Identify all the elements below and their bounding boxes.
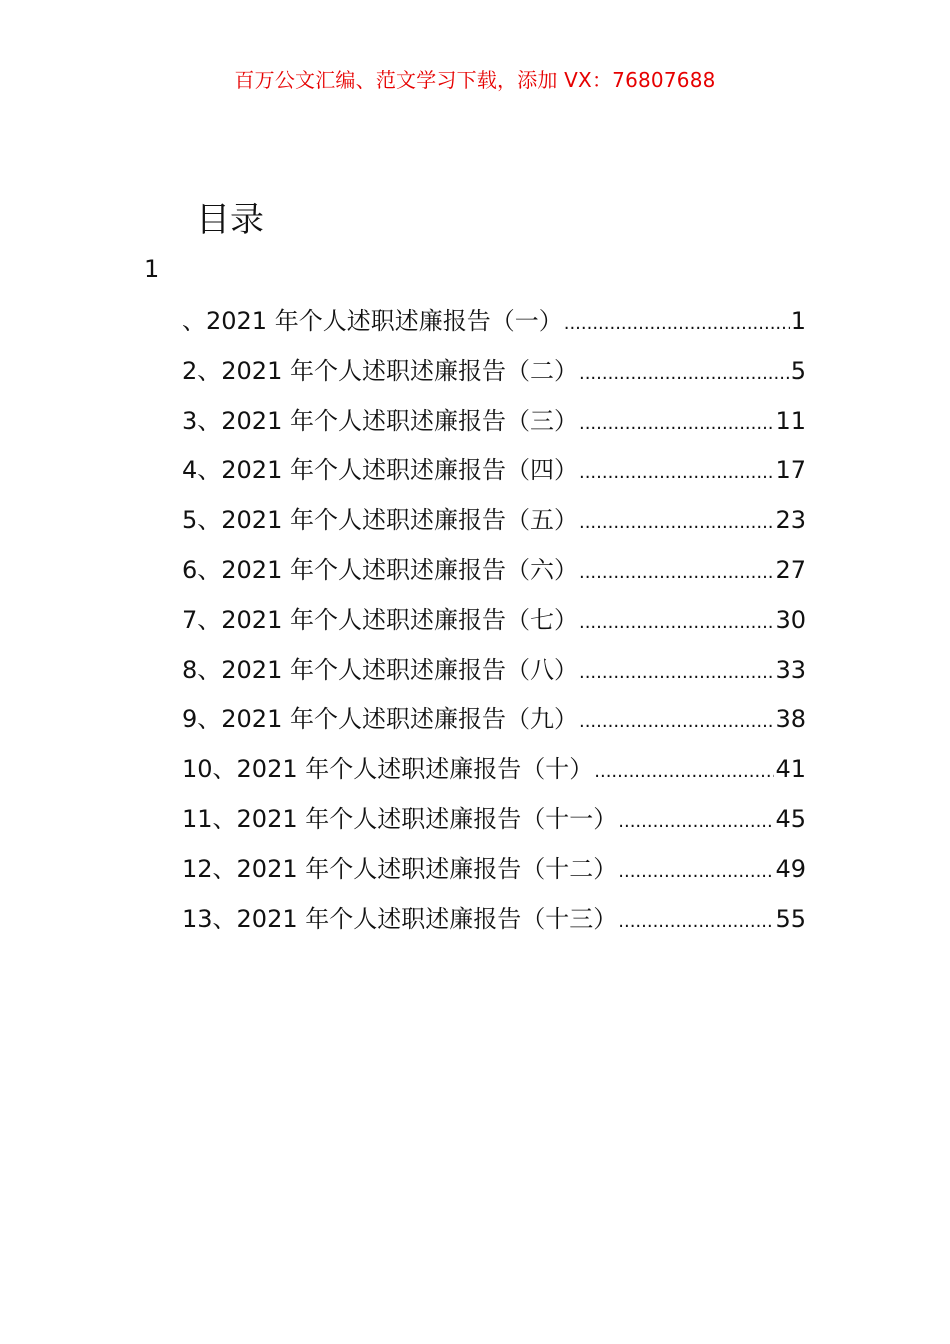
toc-entry-page: 38: [775, 705, 806, 734]
toc-entry-page: 23: [775, 506, 806, 535]
toc-entry[interactable]: [182, 550, 806, 600]
toc-entry-page: 49: [775, 854, 806, 883]
toc-entry-label: 13、2021 年个人述职述廉报告（十三）: [182, 904, 618, 933]
toc-entry-label: 3、2021 年个人述职述廉报告（三）: [182, 406, 578, 435]
toc-entry-page: 1: [790, 307, 806, 335]
toc-entry[interactable]: [182, 301, 806, 351]
toc-leader-dots: [618, 905, 774, 933]
toc-leader-dots: [579, 656, 774, 684]
toc-entry-label: 2、2021 年个人述职述廉报告（二）: [182, 356, 578, 385]
toc-entry-page: 5: [790, 356, 806, 385]
toc-entry-page: 11: [775, 406, 806, 435]
toc-leader-dots: [579, 357, 790, 385]
toc-entry-label: 8、2021 年个人述职述廉报告（八）: [182, 655, 578, 684]
toc-leader-dots: [594, 755, 774, 783]
toc-leader-dots: [618, 855, 774, 883]
toc-entry-label: 4、2021 年个人述职述廉报告（四）: [182, 456, 578, 485]
toc-leader-dots: [579, 556, 774, 584]
toc-entry[interactable]: [182, 650, 806, 700]
watermark-header: 百万公文汇编、范文学习下载，添加 VX：76807688: [234, 68, 716, 92]
toc-entry-page: 17: [775, 456, 806, 485]
toc-entry[interactable]: [182, 849, 806, 899]
toc-leader-dots: [579, 705, 774, 733]
toc-entry[interactable]: [182, 799, 806, 849]
toc-entry-label: 5、2021 年个人述职述廉报告（五）: [182, 506, 578, 535]
toc-entry[interactable]: [182, 899, 806, 949]
toc-entry[interactable]: [182, 749, 806, 799]
toc-entry-label: 6、2021 年个人述职述廉报告（六）: [182, 555, 578, 584]
stray-number: 1: [144, 255, 160, 283]
toc-entry[interactable]: [182, 351, 806, 401]
toc-entry[interactable]: [182, 600, 806, 650]
toc-entry-label: 、2021 年个人述职述廉报告（一）: [182, 307, 563, 335]
toc-entry[interactable]: [182, 401, 806, 451]
toc-entry-label: 10、2021 年个人述职述廉报告（十）: [182, 755, 594, 784]
toc-entry-page: 27: [775, 555, 806, 584]
toc-leader-dots: [579, 606, 774, 634]
toc-leader-dots: [579, 456, 774, 484]
toc-entry-label: 11、2021 年个人述职述廉报告（十一）: [182, 804, 618, 833]
toc-leader-dots: [564, 307, 790, 335]
toc-entry-page: 41: [775, 755, 806, 784]
toc-leader-dots: [579, 407, 774, 435]
toc-entry-page: 30: [775, 605, 806, 634]
toc-entry[interactable]: [182, 450, 806, 500]
toc-title: 目录: [196, 200, 264, 240]
toc-entry-label: 12、2021 年个人述职述廉报告（十二）: [182, 854, 618, 883]
toc-entry-label: 7、2021 年个人述职述廉报告（七）: [182, 605, 578, 634]
toc-entry[interactable]: [182, 699, 806, 749]
toc-entry-label: 9、2021 年个人述职述廉报告（九）: [182, 705, 578, 734]
toc-entry-page: 55: [775, 904, 806, 933]
toc-entry-page: 45: [775, 804, 806, 833]
toc-entry[interactable]: [182, 500, 806, 550]
toc-entry-page: 33: [775, 655, 806, 684]
toc-leader-dots: [579, 506, 774, 534]
toc-leader-dots: [618, 805, 774, 833]
toc-list: [182, 301, 806, 948]
